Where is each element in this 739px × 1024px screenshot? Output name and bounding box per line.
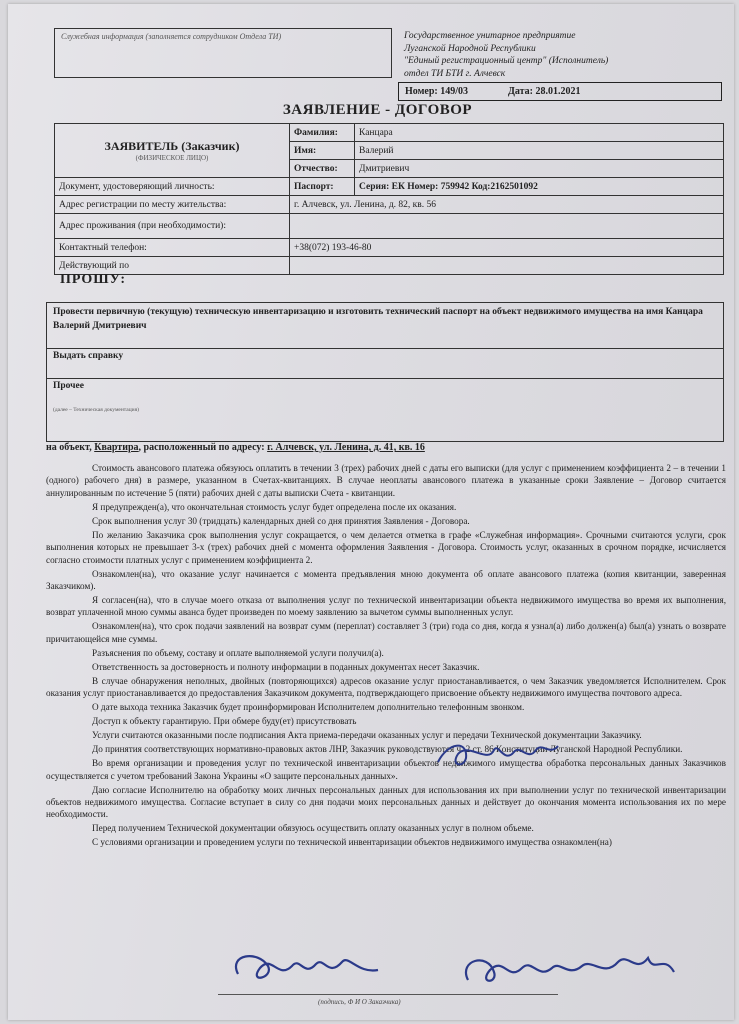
applicant-heading: ЗАЯВИТЕЛЬ (Заказчик) — [104, 139, 240, 153]
paragraph: В случае обнаружения неполных, двойных (повторяющихся) адресов оказание услуг приостанавливается, о чем Заказчик уведомляется Исполнителем. Срок оказания услуг приостанавливается до предоставления Заказчиком документа, подтверждающего присвоение объекту недвижимого имущества почтового адреса. — [46, 675, 726, 699]
object-type: Квартира — [94, 442, 139, 453]
paragraph: Даю согласие Исполнителю на обработку моих личных персональных данных для использования их при выполнении услуг по технической инвентаризации объектов недвижимого имущества. Согласие вступает в силу со дня подачи моих персональных данных и действует до окончания момента использования их по мере необходимости. — [46, 784, 726, 820]
service-info-box — [54, 28, 392, 78]
acting-label: Действующий по — [55, 257, 290, 275]
request-other-note: (далее – Техническая документация) — [53, 407, 139, 413]
request-other: Прочее — [53, 381, 84, 391]
name-value: Валерий — [355, 142, 724, 160]
passport-label: Паспорт: — [290, 178, 355, 196]
address-middle: , расположенный по адресу: — [138, 442, 268, 453]
request-box — [46, 302, 724, 442]
request-other-row — [47, 379, 723, 441]
applicant-table — [54, 123, 724, 275]
living-address-label: Адрес проживания (при необходимости): — [55, 214, 290, 239]
living-address-value — [290, 214, 724, 239]
paragraph: Срок выполнения услуг 30 (тридцать) календарных дней со дня принятия Заявления - Договора. — [92, 515, 470, 526]
paragraph: По желанию Заказчика срок выполнения услуг сокращается, о чем делается отметка в графе «Служебная информация». Срочными считаются услуги, срок выполнения которых не превышает 3-х (трех) рабочих дней с момента оформления Заявления - Договора. Стоимость услуг, оказанных в срочном порядке, исчисляется согласно стоимости платных услуг с применением коэффициента 2. — [46, 529, 726, 565]
request-main: Провести первичную (текущую) техническую инвентаризацию и изготовить технический паспорт на объект недвижимого имущества на имя Канцара Валерий Дмитриевич — [47, 303, 723, 349]
paragraph: Ответственность за достоверность и полноту информации в поданных документах несет Заказчик. — [92, 661, 480, 672]
reg-address-label: Адрес регистрации по месту жительства: — [55, 196, 290, 214]
service-info-label: Служебная информация (заполняется сотрудником Отдела ТИ) — [61, 32, 282, 41]
org-line-2: Луганской Народной Республики — [404, 43, 536, 54]
request-heading: ПРОШУ: — [60, 272, 127, 287]
passport-value: Серия: ЕК Номер: 759942 Код:2162501092 — [355, 178, 724, 196]
number-date-box — [398, 82, 722, 101]
organization-block — [404, 30, 734, 80]
org-line-3: "Единый регистрационный центр" (Исполнитель) — [404, 56, 609, 66]
paragraph: Разъяснения по объему, составу и оплате выполняемой услуги получил(а). — [92, 647, 384, 658]
address-prefix: на объект, — [46, 442, 95, 453]
signature-line — [218, 994, 558, 995]
request-certificate: Выдать справку — [47, 349, 723, 379]
paragraph: Я согласен(на), что в случае моего отказа от выполнения услуг по технической инвентаризации объекта недвижимого имущества во время их выполнения, возврат уплаченной мною суммы аванса будет произведен по моему заявлению за вычетом суммы выполненных услуг. — [46, 595, 726, 618]
paragraph: Ознакомлен(на), что срок подачи заявлений на возврат сумм (переплат) составляет 3 (три) года со дня, когда я узнал(а) либо должен(а) был(а) узнать о возврате причитающейся мне суммы. — [46, 621, 726, 644]
paragraph: Доступ к объекту гарантирую. При обмере буду(ет) присутствовать — [92, 716, 357, 727]
page-title: ЗАЯВЛЕНИЕ - ДОГОВОР — [282, 102, 473, 118]
terms-text — [46, 462, 726, 850]
document-date: Дата: 28.01.2021 — [508, 86, 581, 97]
document-number: Номер: 149/03 — [405, 86, 469, 97]
org-line-1: Государственное унитарное предприятие — [404, 31, 576, 41]
org-line-4: отдел ТИ БТИ г. Алчевск — [404, 68, 506, 79]
paragraph: О дате выхода техника Заказчик будет проинформирован Исполнителем дополнительно телефонным звонком. — [92, 702, 525, 713]
id-doc-label: Документ, удостоверяющий личность: — [55, 178, 290, 196]
acting-value — [290, 257, 724, 275]
paragraph: С условиями организации и проведением услуги по технической инвентаризации объектов недвижимого имущества ознакомлен(на) — [92, 837, 612, 848]
presence-signature — [428, 734, 568, 774]
surname-label: Фамилия: — [290, 124, 355, 142]
document-sheet — [8, 4, 734, 1020]
surname-value: Канцара — [355, 124, 724, 142]
paragraph: Услуги считаются оказанными после подписания Акта приема-передачи оказанных услуг и передачи Технической документации Заказчику. — [92, 730, 642, 741]
object-address: г. Алчевск, ул. Ленина, д. 41, кв. 16 — [267, 442, 425, 453]
applicant-subheading: (ФИЗИЧЕСКОЕ ЛИЦО) — [135, 154, 209, 162]
paragraph: Стоимость авансового платежа обязуюсь оплатить в течении 3 (трех) рабочих дней с даты его выписки (для услуг с применением коэффициента 2 – в течении 1 (одного) рабочего дня) в размере, указанном в Счетах-квитанциях. В случае неоплаты авансового платежа в указанные сроки Заявление – Договор считается аннулированным по истечение 5 (пяти) рабочих дней с даты выписки Счета - квитанции. — [46, 463, 726, 498]
customer-signature — [208, 944, 688, 1000]
patronymic-label: Отчество: — [290, 160, 355, 178]
paragraph: Во время организации и проведения услуг по технической инвентаризации объектов недвижимого имущества обработка персональных данных Заказчиков осуществляется с учетом требований Закона Украины «О защите персональных данных». — [46, 758, 726, 781]
applicant-heading-cell — [55, 124, 290, 178]
signature-caption: (подпись, Ф И О Заказчика) — [318, 998, 401, 1006]
patronymic-value: Дмитриевич — [355, 160, 724, 178]
paragraph: До принятия соответствующих нормативно-правовых актов ЛНР, Заказчик руководствуются ч. 2 ст. 86 Конституции Луганской Народной Республики. — [92, 744, 683, 755]
paragraph: Перед получением Технической документации обязуюсь осуществить оплату оказанных услуг в полном объеме. — [92, 823, 534, 834]
object-address-line — [46, 442, 425, 453]
paragraph: Я предупрежден(а), что окончательная стоимость услуг будет определена после их оказания. — [92, 501, 457, 512]
paragraph: Ознакомлен(на), что оказание услуг начинается с момента предъявления мною документа об оплате авансового платежа (копия квитанции, заверенная Заказчиком). — [46, 568, 726, 592]
phone-value: +38(072) 193-46-80 — [290, 239, 724, 257]
reg-address-value: г. Алчевск, ул. Ленина, д. 82, кв. 56 — [290, 196, 724, 214]
name-label: Имя: — [290, 142, 355, 160]
phone-label: Контактный телефон: — [55, 239, 290, 257]
